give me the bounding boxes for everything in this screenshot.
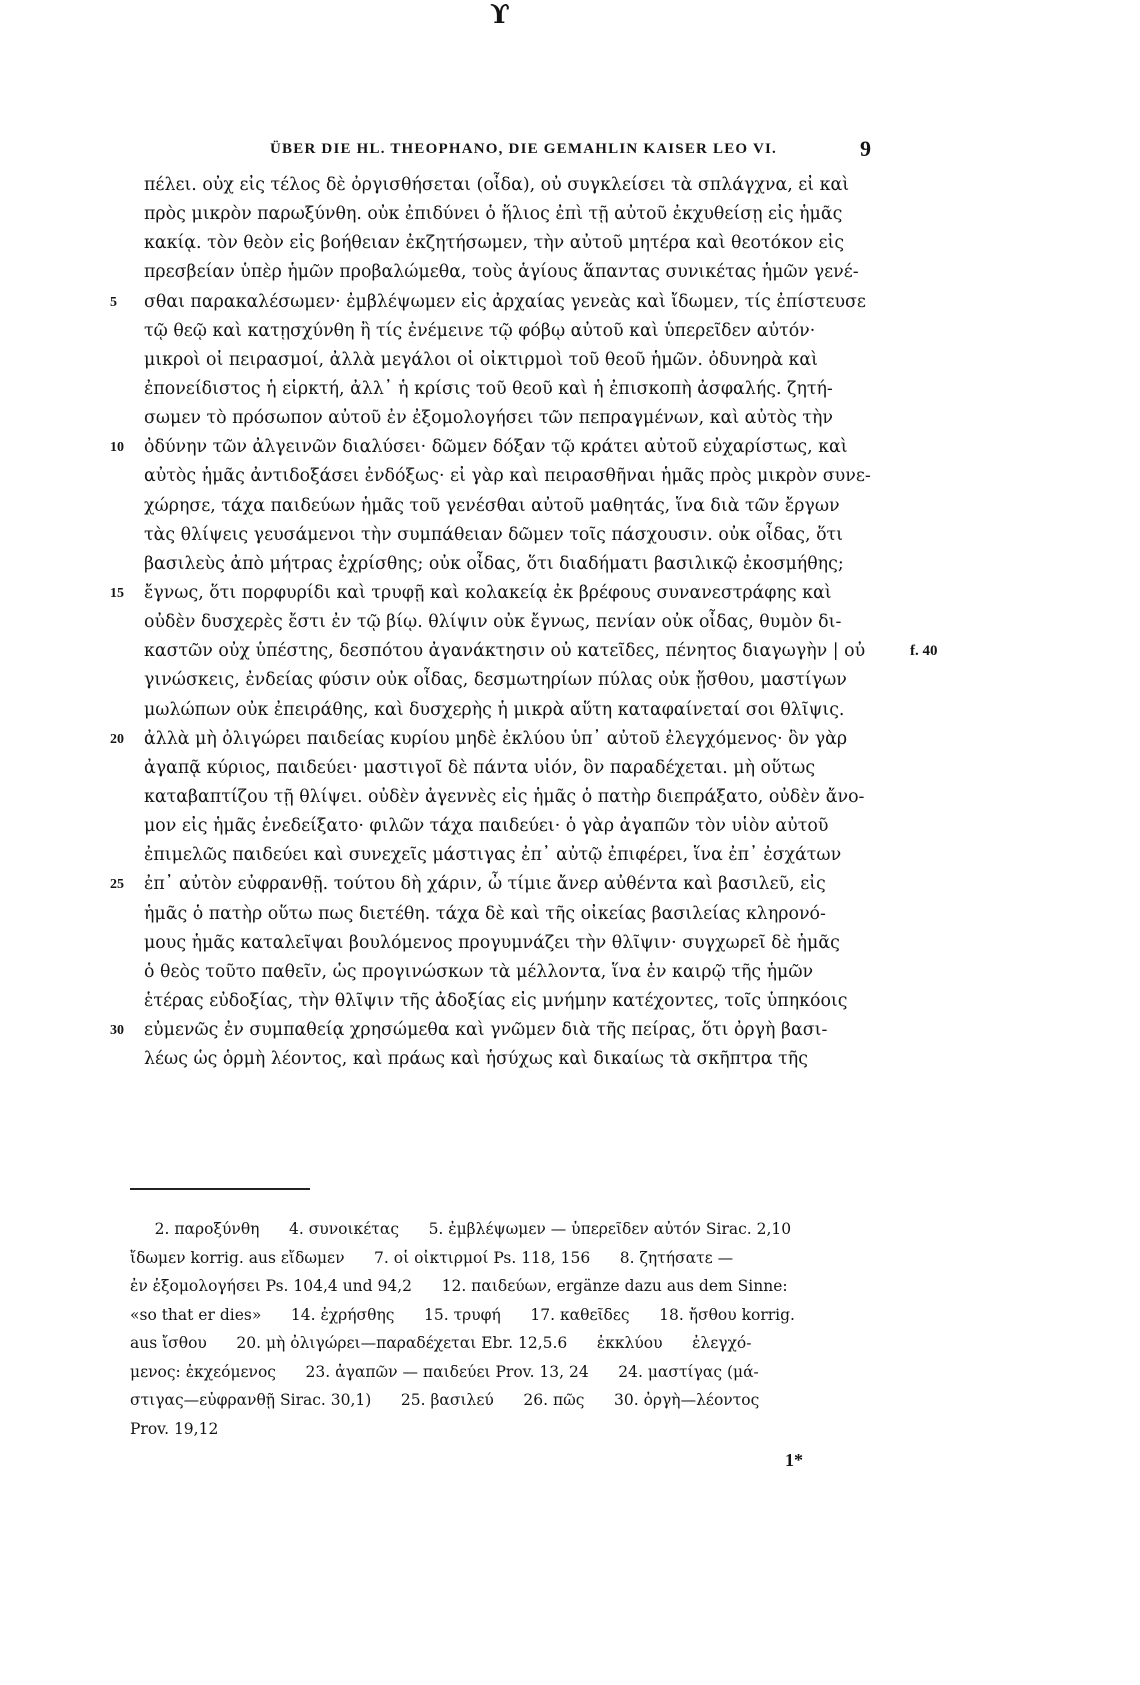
line-text: ἡμᾶς ὁ πατὴρ οὕτω πως διετέθη. τάχα δὲ καὶ τῆς οἰκείας βασιλείας κληρονό- <box>144 903 826 924</box>
text-line <box>130 812 890 841</box>
line-text: σθαι παρακαλέσωμεν· ἐμβλέψωμεν εἰς ἀρχαίας γενεὰς καὶ ἴδωμεν, τίς ἐπίστευσε <box>144 291 866 312</box>
text-line <box>130 375 890 404</box>
line-text: πρεσβείαν ὑπὲρ ἡμῶν προβαλώμεθα, τοὺς ἁγίους ἅπαντας συνικέτας ἡμῶν γενέ- <box>144 262 859 283</box>
line-text: μους ἡμᾶς καταλεῖψαι βουλόμενος προγυμνάζει τὴν θλῖψιν· συγχωρεῖ δὲ ἡμᾶς <box>144 932 840 953</box>
line-text: μικροὶ οἱ πειρασμοί, ἀλλὰ μεγάλοι οἱ οἰκτιρμοὶ τοῦ θεοῦ ἡμῶν. ὀδυνηρὰ καὶ <box>144 349 818 370</box>
line-number: 25 <box>110 877 124 893</box>
ink-mark: ϒ <box>490 0 510 30</box>
text-line <box>130 1045 890 1074</box>
line-number: 20 <box>110 731 124 747</box>
text-line <box>130 754 890 783</box>
running-head: ÜBER DIE HL. THEOPHANO, DIE GEMAHLIN KAISER LEO VI. <box>270 141 777 157</box>
text-line <box>130 608 890 637</box>
text-line <box>130 200 890 229</box>
footnote-line: ἴδωμεν korrig. aus εἴδωμεν 7. οἱ οἰκτιρμοί Ps. 118, 156 8. ζητήσατε — <box>130 1248 734 1267</box>
text-line <box>130 637 938 666</box>
line-number: 15 <box>110 585 124 601</box>
line-text: τῷ θεῷ καὶ κατῃσχύνθη ἢ τίς ἐνέμεινε τῷ φόβῳ αὐτοῦ καὶ ὑπερεῖδεν αὐτόν· <box>144 320 816 341</box>
main-text <box>110 171 938 1074</box>
text-line <box>110 433 890 462</box>
text-line <box>130 346 890 375</box>
line-text: μον εἰς ἡμᾶς ἐνεδείξατο· φιλῶν τάχα παιδεύει· ὁ γὰρ ἀγαπῶν τὸν υἱὸν αὐτοῦ <box>144 816 829 837</box>
text-line <box>110 870 890 899</box>
text-line <box>130 492 890 521</box>
text-line <box>130 171 890 200</box>
margin-folio: f. 40 <box>910 643 938 660</box>
text-line <box>110 288 890 317</box>
line-text: τὰς θλίψεις γευσάμενοι τὴν συμπάθειαν δῶμεν τοῖς πάσχουσιν. οὐκ οἶδας, ὅτι <box>144 524 843 545</box>
text-line <box>130 783 890 812</box>
text-line <box>130 666 890 695</box>
footnote-rule <box>130 1188 310 1190</box>
line-text: πέλει. οὐχ εἰς τέλος δὲ ὀργισθήσεται (οἶδα), οὐ συγκλείσει τὰ σπλάγχνα, εἰ καὶ <box>144 175 850 195</box>
text-line <box>110 579 890 608</box>
line-text: κακίᾳ. τὸν θεὸν εἰς βοήθειαν ἐκζητήσωμεν, τὴν αὐτοῦ μητέρα καὶ θεοτόκον εἰς <box>144 233 845 254</box>
line-text: αὐτὸς ἡμᾶς ἀντιδοξάσει ἐνδόξως· εἰ γὰρ καὶ πειρασθῆναι ἡμᾶς πρὸς μικρὸν συνε- <box>144 466 871 487</box>
line-text: ἑτέρας εὐδοξίας, τὴν θλῖψιν τῆς ἀδοξίας εἰς μνήμην κατέχοντες, τοῖς ὑπηκόοις <box>144 990 848 1011</box>
line-text: ἀγαπᾷ κύριος, παιδεύει· μαστιγοῖ δὲ πάντα υἱόν, ὃν παραδέχεται. μὴ οὕτως <box>144 757 816 778</box>
line-text: βασιλεὺς ἀπὸ μήτρας ἐχρίσθης; οὐκ οἶδας, ὅτι διαδήματι βασιλικῷ ἐκοσμήθης; <box>144 553 844 574</box>
line-text: καταβαπτίζου τῇ θλίψει. οὐδὲν ἀγεννὲς εἰς ἡμᾶς ὁ πατὴρ διεπράξατο, οὐδὲν ἄνο- <box>144 786 865 807</box>
text-line <box>130 229 890 258</box>
text-line <box>130 550 890 579</box>
line-text: ἐπονείδιστος ἡ εἱρκτή, ἀλλ᾽ ἡ κρίσις τοῦ θεοῦ καὶ ἡ ἐπισκοπὴ ἀσφαλής. ζητή- <box>144 378 833 399</box>
text-line <box>130 258 890 287</box>
line-text: ὀδύνην τῶν ἀλγεινῶν διαλύσει· δῶμεν δόξαν τῷ κράτει αὐτοῦ εὐχαρίστως, καὶ <box>144 437 848 458</box>
footnote-line: «so that er dies» 14. ἐχρήσθης 15. τρυφή 17. καθεῖδες 18. ἤσθου korrig. <box>130 1305 795 1324</box>
footnote-line: 2. παροξύνθη 4. συνοικέτας 5. ἐμβλέψωμεν — ὑπερεῖδεν αὐτόν Sirac. 2,10 <box>130 1220 792 1238</box>
line-text: ἔγνως, ὅτι πορφυρίδι καὶ τρυφῇ καὶ κολακείᾳ ἐκ βρέφους συνανεστράφης καὶ <box>144 582 832 603</box>
line-text: καστῶν οὐχ ὑπέστης, δεσπότου ἀγανάκτησιν οὐ κατεῖδες, πένητος διαγωγὴν | οὐ <box>144 641 866 662</box>
signature-mark: 1* <box>785 1450 803 1470</box>
line-text: εὐμενῶς ἐν συμπαθείᾳ χρησώμεθα καὶ γνῶμεν διὰ τῆς πείρας, ὅτι ὀργὴ βασι- <box>144 1020 828 1041</box>
footnote-line: Prov. 19,12 <box>130 1419 219 1438</box>
line-number: 10 <box>110 440 124 456</box>
text-line <box>130 958 890 987</box>
footnote-line: μενος: ἐκχεόμενος 23. ἀγαπῶν — παιδεύει Prov. 13, 24 24. μαστίγας (μά- <box>130 1362 759 1381</box>
text-line <box>130 841 890 870</box>
line-text: χώρησε, τάχα παιδεύων ἡμᾶς τοῦ γενέσθαι αὐτοῦ μαθητάς, ἵνα διὰ τῶν ἔργων <box>144 495 840 516</box>
footnote-line: στιγας—εὐφρανθῇ Sirac. 30,1) 25. βασιλεύ 26. πῶς 30. ὀργὴ—λέοντος <box>130 1391 760 1409</box>
text-line <box>110 1016 890 1045</box>
footnote-line: ἐν ἐξομολογήσει Ps. 104,4 und 94,2 12. παιδεύων, ergänze dazu aus dem Sinne: <box>130 1277 788 1295</box>
line-text: ἐπιμελῶς παιδεύει καὶ συνεχεῖς μάστιγας ἐπ᾽ αὐτῷ ἐπιφέρει, ἵνα ἐπ᾽ ἐσχάτων <box>144 845 842 866</box>
footnotes <box>130 1215 880 1443</box>
text-line <box>130 521 890 550</box>
line-text: ἀλλὰ μὴ ὀλιγώρει παιδείας κυρίου μηδὲ ἐκλύου ὑπ᾽ αὐτοῦ ἐλεγχόμενος· ὃν γὰρ <box>144 728 848 749</box>
text-line <box>130 317 890 346</box>
line-text: μωλώπων οὐκ ἐπειράθης, καὶ δυσχερὴς ἡ μικρὰ αὕτη καταφαίνεταί σοι θλῖψις. <box>144 699 845 720</box>
text-line <box>130 900 890 929</box>
line-number: 5 <box>110 294 117 310</box>
text-line <box>110 725 890 754</box>
page-number: 9 <box>860 136 871 161</box>
text-line <box>130 696 890 725</box>
line-text: ὁ θεὸς τοῦτο παθεῖν, ὡς προγινώσκων τὰ μέλλοντα, ἵνα ἐν καιρῷ τῆς ἡμῶν <box>144 961 814 982</box>
text-line <box>130 462 890 491</box>
footnote-line: aus ἴσθου 20. μὴ ὀλιγώρει—παραδέχεται Ebr. 12,5.6 ἐκκλύου ἐλεγχό- <box>130 1334 752 1352</box>
line-text: οὐδὲν δυσχερὲς ἔστι ἐν τῷ βίῳ. θλίψιν οὐκ ἔγνως, πενίαν οὐκ οἶδας, θυμὸν δι- <box>144 612 842 633</box>
text-line <box>130 404 890 433</box>
line-text: πρὸς μικρὸν παρωξύνθη. οὐκ ἐπιδύνει ὁ ἥλιος ἐπὶ τῇ αὐτοῦ ἐκχυθείσῃ εἰς ἡμᾶς <box>144 204 843 225</box>
text-line <box>130 929 890 958</box>
text-line <box>130 987 890 1016</box>
line-text: γινώσκεις, ἐνδείας φύσιν οὐκ οἶδας, δεσμωτηρίων πύλας οὐκ ᾔσθου, μαστίγων <box>144 670 847 691</box>
line-text: ἐπ᾽ αὐτὸν εὐφρανθῇ. τούτου δὴ χάριν, ὦ τίμιε ἄνερ αὐθέντα καὶ βασιλεῦ, εἰς <box>144 874 826 895</box>
line-number: 30 <box>110 1023 124 1039</box>
line-text: σωμεν τὸ πρόσωπον αὐτοῦ ἐν ἐξομολογήσει τῶν πεπραγμένων, καὶ αὐτὸς τὴν <box>144 408 833 429</box>
line-text: λέως ὡς ὁρμὴ λέοντος, καὶ πράως καὶ ἡσύχως καὶ δικαίως τὰ σκῆπτρα τῆς <box>144 1049 808 1070</box>
